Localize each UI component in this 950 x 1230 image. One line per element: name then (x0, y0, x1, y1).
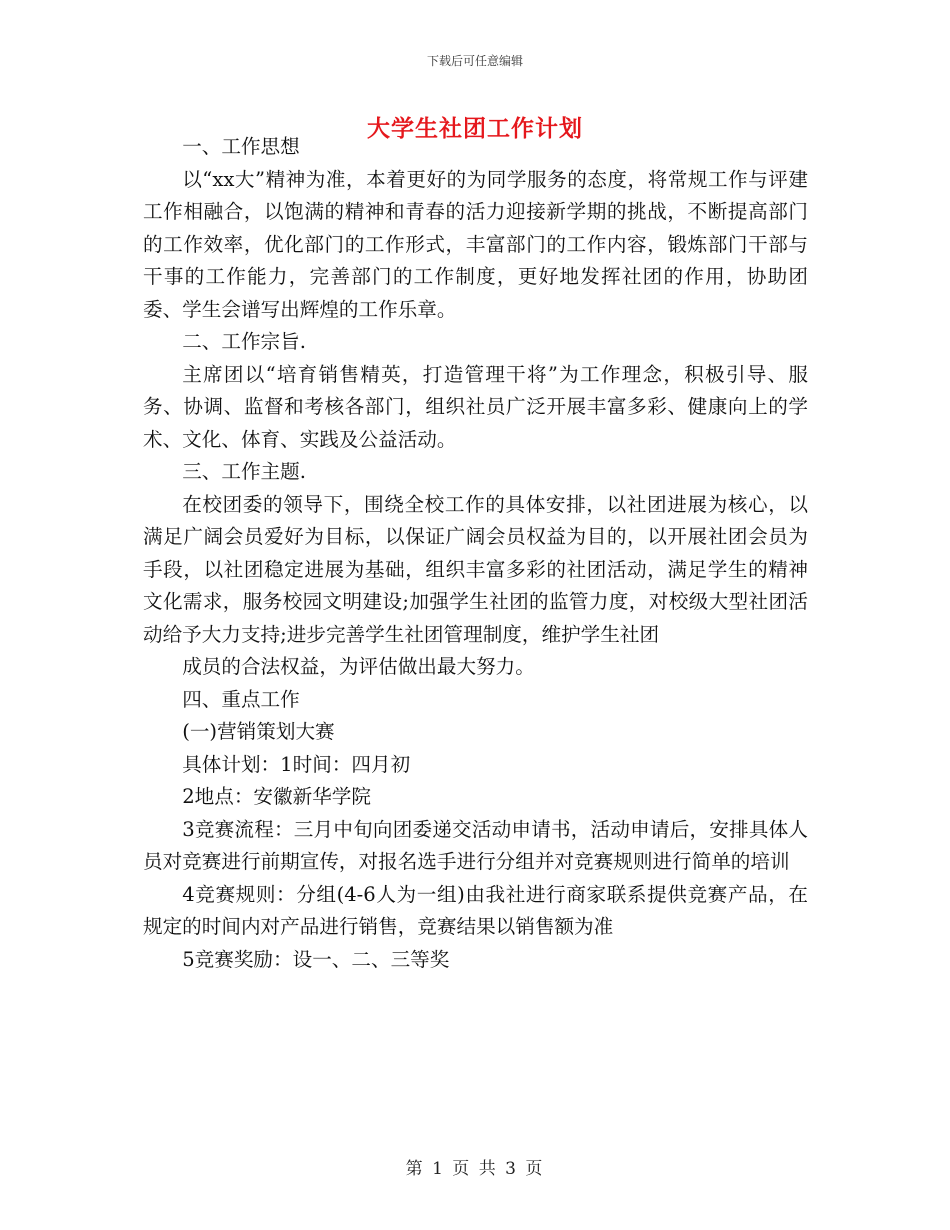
list-item-location: 2地点：安徽新华学院 (182, 785, 371, 808)
paragraph-work-thought: 以“xx大”精神为准，本着更好的为同学服务的态度，将常规工作与评建工作相融合，以饱满的精神和青春的活力迎接新学期的挑战，不断提高部门的工作效率，优化部门的工作形式，丰富部门的工作内容，锻炼部门干部与干事的工作能力，完善部门的工作制度，更好地发挥社团的作用，协助团委、学生会谱写出辉煌的工作乐章。 (143, 167, 808, 321)
page-number: 第 1 页 共 3 页 (405, 1159, 545, 1179)
section-heading-4: 四、重点工作 (182, 687, 300, 711)
paragraph-work-theme-cont: 成员的合法权益，为评估做出最大努力。 (182, 655, 535, 678)
document-body (143, 131, 808, 976)
section-heading-2: 二、工作宗旨. (182, 330, 306, 353)
list-item-awards: 5竞赛奖励：设一、二、三等奖 (182, 947, 450, 971)
list-item-plan-time: 具体计划：1时间：四月初 (182, 752, 411, 776)
list-item-rules: 4竞赛规则：分组(4-6人为一组)由我社进行商家联系提供竞赛产品，在规定的时间内对产品进行销售，竞赛结果以销售额为准 (143, 882, 808, 938)
paragraph-work-purpose: 主席团以“培育销售精英，打造管理干将”为工作理念，积极引导、服务、协调、监督和考核各部门，组织社员广泛开展丰富多彩、健康向上的学术、文化、体育、实践及公益活动。 (143, 362, 808, 451)
section-heading-1: 一、工作思想 (182, 135, 300, 158)
subsection-heading-1: (一)营销策划大赛 (182, 720, 335, 743)
list-item-process: 3竞赛流程：三月中旬向团委递交活动申请书，活动申请后，安排具体人员对竞赛进行前期宣传，对报名选手进行分组并对竞赛规则进行简单的培训 (143, 817, 808, 873)
paragraph-work-theme: 在校团委的领导下，围绕全校工作的具体安排，以社团进展为核心，以满足广阔会员爱好为目标，以保证广阔会员权益为目的，以开展社团会员为手段，以社团稳定进展为基础，组织丰富多彩的社团活动，满足学生的精神文化需求，服务校园文明建设;加强学生社团的监管力度，对校级大型社团活动给予大力支持;进步完善学生社团管理制度，维护学生社团 (143, 492, 808, 646)
page-header-note: 下载后可任意编辑 (426, 54, 523, 68)
section-heading-3: 三、工作主题. (182, 460, 306, 483)
document-title: 大学生社团工作计划 (367, 115, 583, 142)
